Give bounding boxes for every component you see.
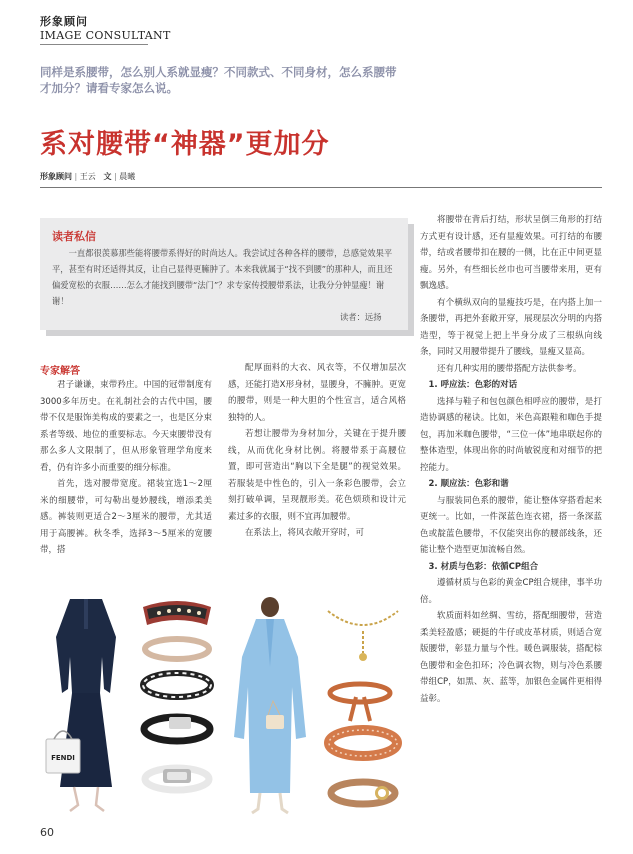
- paragraph: 君子谦谦，束带矜庄。中国的冠带制度有3000多年历史。在礼制社会的古代中国，腰带不仅是服饰美构成的要素之一，也是区分束系者等级、地位的重要标志。今天束腰带没有那么多人文限制了，但从形象管理学角度来看，仍有许多小而重要的细分标准。: [40, 380, 212, 473]
- subheading: 1. 呼应法：色彩的对话: [428, 380, 518, 390]
- article-title: 系对腰带“神器”更加分: [40, 129, 330, 160]
- paragraph: 软质面料如丝绸、雪纺，搭配细腰带，营造柔美轻盈感；硬挺的牛仔或皮革材质，则适合宽版腰带，彰显力量与个性。暖色调服装，搭配棕色腰带和金色扣环；冷色调衣物，则与冷色系腰带组CP，如黑、灰、蓝等，加银色金属件更相得益彰。: [420, 611, 602, 704]
- paragraph: 选择与鞋子和包包颜色相呼应的腰带，是打造协调感的秘诀。比如，米色高跟鞋和咖色手提包，再加米咖色腰带，“三位一体”地串联起你的整体造型，体现出你的时尚敏锐度和对细节的把控能力。: [420, 396, 602, 473]
- paragraph: 配厚面料的大衣、风衣等，不仅增加层次感，还能打造X形身材，显腰身，不臃肿。更宽的腰带，则是一种大胆的个性宣言，适合风格独特的人。: [228, 363, 406, 423]
- column-2: [228, 360, 406, 542]
- blue-dress-photo: [226, 597, 312, 819]
- header-rule: [40, 187, 602, 188]
- subheading: 2. 顺应法：色彩和谐: [428, 479, 509, 489]
- paragraph: 首先，选对腰带宽度。裙装宜选1～2厘米的细腰带，可勾勒出曼妙腰线，增添柔美感。裤装则更适合2～3厘米的腰带，尤其适用于高腰裤。秋冬季，选择3～5厘米的宽腰带，搭: [40, 479, 212, 555]
- byline: 形象顾问 | 王云 文 | 晨曦: [40, 172, 136, 181]
- paragraph: 有个横纵双向的显瘦技巧是，在内搭上加一条腰带，再把外套敞开穿，展现层次分明的内搭造型，等于视觉上把上半身分成了三根纵向线条，同时又用腰带提升了腰线，显瘦又显高。: [420, 297, 602, 357]
- byline-org: 形象顾问: [40, 172, 72, 181]
- section-label: 形象顾问: [40, 15, 88, 28]
- paragraph: 与服装同色系的腰带，能让整体穿搭看起来更统一。比如，一件深蓝色连衣裙，搭一条深蓝色或靛蓝色腰带，不仅能突出你的腰部线条，还能让整个造型更加流畅自然。: [420, 495, 602, 555]
- reader-body: 一直都很羡慕那些能将腰带系得好的时尚达人。我尝试过各种各样的腰带，总感觉效果平平，甚至有时还适得其反，让自己显得更臃肿了。本来我就属于“找不到腰”的那种人，而且还偏爱宽松的衣服……怎么才能找到腰带“法门”？求专家传授腰带系法，让我分分钟显瘦！谢谢！: [52, 248, 393, 306]
- byline-text-label: 文: [103, 172, 112, 181]
- paragraph: 将腰带在背后打结，形状呈倒三角形的打结方式更有设计感，还有显瘦效果。可打结的布腰带，结或者腰带扣在腰的一侧，比在正中间更显瘦。另外，有些细长丝巾也可当腰带来用，更有飘逸感。: [420, 215, 602, 291]
- byline-author: 晨曦: [119, 172, 136, 181]
- page-number: 60: [40, 826, 54, 839]
- lead-paragraph: 同样是系腰带，怎么别人系就显瘦？不同款式、不同身材，怎么系腰带才加分？请看专家怎么说。: [40, 65, 397, 95]
- paragraph: 在系法上，将风衣敞开穿时，可: [245, 528, 365, 538]
- belt-assortment-photo-1: [137, 597, 217, 819]
- navy-outfit-photo: [40, 597, 132, 819]
- belt-assortment-photo-2: [320, 597, 406, 819]
- byline-expert: 王云: [79, 172, 96, 181]
- bag-logo-text: FENDI: [51, 754, 75, 762]
- subheading: 3. 材质与色彩：依循CP组合: [428, 561, 539, 572]
- paragraph: 若想让腰带为身材加分，关键在于提升腰线，从而优化身材比例。将腰带系于高腰位置，即可营造出“胸以下全是腿”的视觉效果。若服装是中性色的，引入一条彩色腰带，会立刻打破单调，呈现靓形美。花色烦琐和设计元素过多的衣服，则不宜再加腰带。: [228, 429, 406, 522]
- reader-heading: 读者私信: [52, 230, 96, 243]
- column-1: [40, 377, 212, 559]
- expert-heading: 专家解答: [40, 366, 80, 377]
- reader-signature: 读者：远扬: [340, 312, 382, 322]
- section-label-english: IMAGE CONSULTANT: [40, 29, 171, 42]
- paragraph: 遵循材质与色彩的黄金CP组合规律，事半功倍。: [420, 578, 602, 605]
- paragraph: 还有几种实用的腰带搭配方法供参考。: [437, 363, 582, 374]
- section-divider: [40, 44, 148, 45]
- column-3: [420, 212, 602, 707]
